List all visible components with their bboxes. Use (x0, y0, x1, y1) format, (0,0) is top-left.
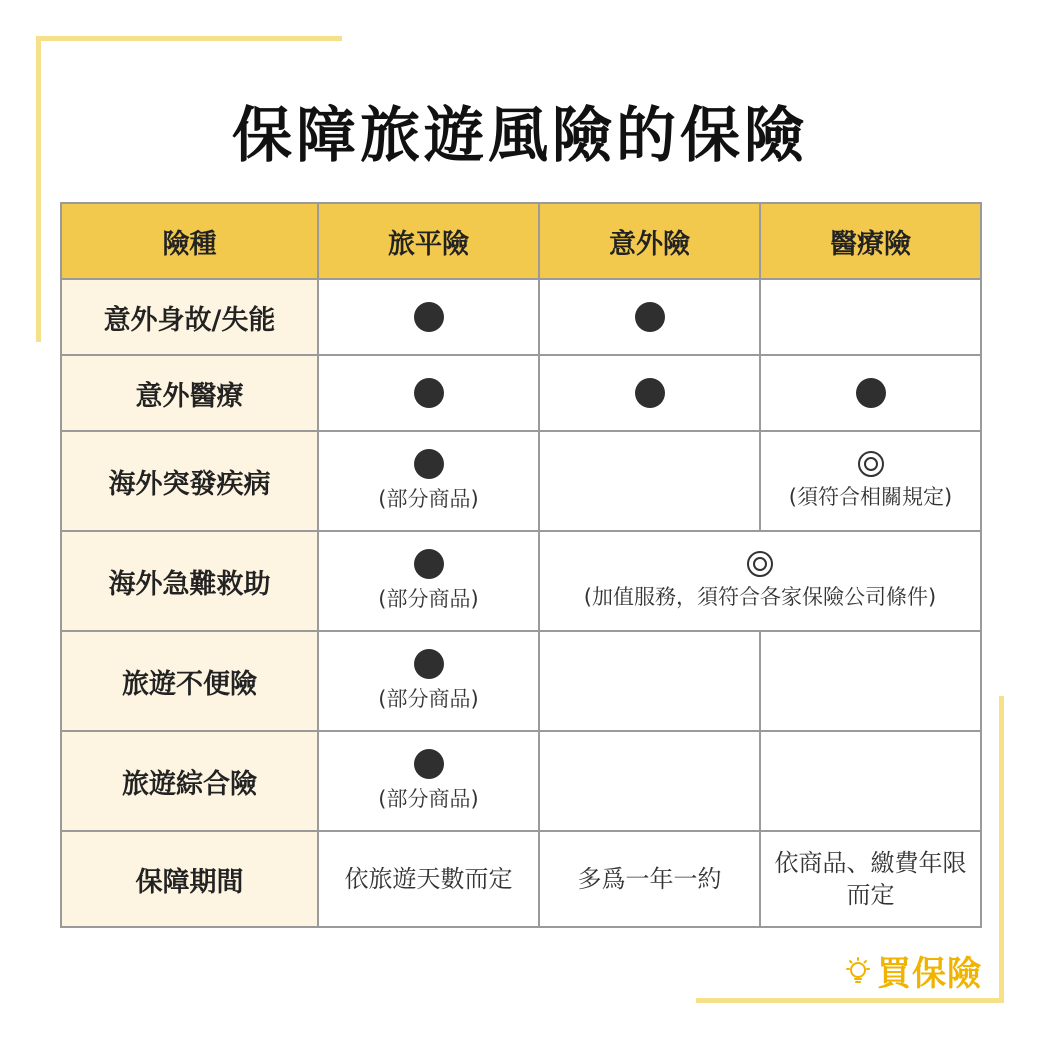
cell-content (319, 749, 538, 813)
cell-text: 多爲一年一約 (577, 865, 722, 893)
brand-logo (843, 946, 982, 995)
row-label: 海外急難救助 (61, 531, 318, 631)
row-label: 意外醫療 (61, 355, 318, 431)
table-cell (318, 279, 539, 355)
table-cell-text (539, 831, 760, 927)
table-cell-text (760, 831, 981, 927)
table-cell (318, 355, 539, 431)
coverage-dot-icon (414, 749, 444, 779)
cell-content (761, 378, 980, 408)
cell-text: 依商品、繳費年限而定 (774, 849, 967, 909)
table-cell (760, 355, 981, 431)
frame-corner-top-left-vertical (36, 36, 41, 342)
table-cell (318, 631, 539, 731)
table-cell (318, 431, 539, 531)
table-cell (760, 431, 981, 531)
table-row (61, 731, 981, 831)
table-cell (539, 355, 760, 431)
table-cell (760, 731, 981, 831)
table-row (61, 431, 981, 531)
cell-content (319, 549, 538, 613)
cell-note: (部分商品) (378, 787, 479, 811)
cell-content (319, 649, 538, 713)
frame-corner-bottom-right-horizontal (696, 998, 1004, 1003)
cell-content (540, 551, 980, 611)
table-row (61, 355, 981, 431)
cell-note: (部分商品) (378, 487, 479, 511)
table-cell (539, 531, 981, 631)
coverage-dot-icon (635, 378, 665, 408)
double-circle-icon (747, 551, 773, 577)
lightbulb-icon (843, 956, 873, 986)
coverage-dot-icon (414, 449, 444, 479)
coverage-dot-icon (414, 378, 444, 408)
cell-note: (部分商品) (378, 687, 479, 711)
cell-content (761, 451, 980, 511)
frame-corner-bottom-right-vertical (999, 696, 1004, 1003)
table-cell (539, 431, 760, 531)
table-header-row (61, 203, 981, 279)
header-insurance-type: 險種 (61, 203, 318, 279)
coverage-dot-icon (414, 302, 444, 332)
table-row (61, 279, 981, 355)
cell-content (319, 378, 538, 408)
table-row (61, 831, 981, 927)
coverage-dot-icon (414, 649, 444, 679)
row-label: 保障期間 (61, 831, 318, 927)
cell-content (319, 302, 538, 332)
row-label: 旅遊綜合險 (61, 731, 318, 831)
page-title: 保障旅遊風險的保險 (232, 101, 808, 171)
table-cell (760, 279, 981, 355)
row-label: 海外突發疾病 (61, 431, 318, 531)
header-medical-insurance: 醫療險 (760, 203, 981, 279)
coverage-table (60, 202, 982, 928)
table-row (61, 531, 981, 631)
table-cell (318, 531, 539, 631)
cell-content (319, 449, 538, 513)
cell-content (540, 302, 759, 332)
table-cell-text (318, 831, 539, 927)
double-circle-icon (858, 451, 884, 477)
table-cell (539, 631, 760, 731)
table-cell (318, 731, 539, 831)
cell-note: (部分商品) (378, 587, 479, 611)
coverage-dot-icon (414, 549, 444, 579)
table-cell (539, 731, 760, 831)
row-label: 旅遊不便險 (61, 631, 318, 731)
frame-corner-top-left-horizontal (36, 36, 342, 41)
coverage-dot-icon (635, 302, 665, 332)
cell-note: (加值服務，須符合各家保險公司條件) (583, 585, 937, 609)
cell-content (540, 378, 759, 408)
header-travel-insurance: 旅平險 (318, 203, 539, 279)
table-cell (760, 631, 981, 731)
header-accident-insurance: 意外險 (539, 203, 760, 279)
row-label: 意外身故/失能 (61, 279, 318, 355)
logo-text: 買保險 (877, 954, 982, 994)
cell-note: (須符合相關規定) (788, 485, 953, 509)
table-cell (539, 279, 760, 355)
cell-text: 依旅遊天數而定 (344, 865, 513, 893)
coverage-dot-icon (856, 378, 886, 408)
table-row (61, 631, 981, 731)
